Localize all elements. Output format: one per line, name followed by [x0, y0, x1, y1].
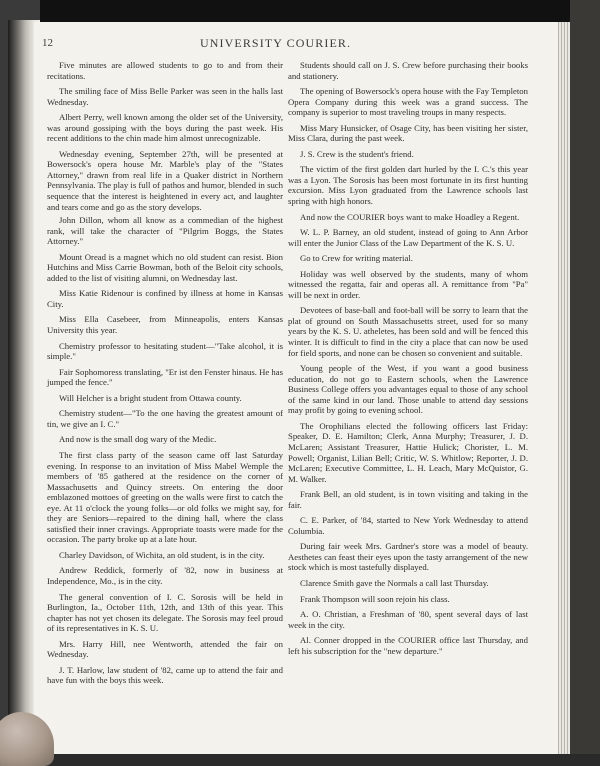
news-item: Miss Katie Ridenour is confined by illness at home in Kansas City.	[47, 288, 283, 309]
news-item: C. E. Parker, of '84, started to New York Wednesday to attend Columbia.	[288, 515, 528, 536]
news-item: A. O. Christian, a Freshman of '80, spent several days of last week in the city.	[288, 609, 528, 630]
news-item: Students should call on J. S. Crew before purchasing their books and stationery.	[288, 60, 528, 81]
news-item: Miss Mary Hunsicker, of Osage City, has been visiting her sister, Miss Clara, during the past week.	[288, 122, 528, 144]
right-column	[288, 60, 528, 661]
news-item: Young people of the West, if you want a good business education, do not go to Eastern schools, when the Lawrence Business College offers you advantages equal to those of any school of the same kind in our land. Those unable to attend day sessions may profit by going to evening school.	[288, 363, 528, 416]
news-item: The first class party of the season came off last Saturday evening. In response to an invitation of Miss Mabel Wemple the members of '85 gathered at the residence on the corner of Massachusetts and Quincy streets. On entering the door emblazoned mottoes of greeting on the walls were first to catch the eye. At 11 o'clock the young folks—or old folks we might say, for they are Seniors—repaired to the dining hall, where the class satisfied their inner cravings. Appropriate toasts were made for the occasion. The party broke up at a late hour.	[47, 449, 283, 545]
left-column	[47, 60, 283, 691]
news-item: Clarence Smith gave the Normals a call last Thursday.	[300, 577, 489, 588]
news-item: J. T. Harlow, law student of '82, came up to attend the fair and have fun with the boys this week.	[47, 664, 283, 686]
news-item: J. S. Crew is the student's friend.	[300, 148, 414, 159]
news-item: Miss Ella Casebeer, from Minneapolis, enters Kansas University this year.	[47, 314, 283, 336]
news-item: Mrs. Harry Hill, nee Wentworth, attended the fair on Wednesday.	[47, 638, 283, 660]
news-item: Frank Bell, an old student, is in town visiting and taking in the fair.	[288, 489, 528, 510]
news-item: Go to Crew for writing material.	[300, 253, 413, 264]
news-item: Chemistry student—"To the one having the greatest amount of tin, we give an I. C."	[47, 408, 283, 429]
news-item: W. L. P. Barney, an old student, instead of going to Ann Arbor will enter the Junior Class of the Law Department of the K. S. U.	[288, 227, 528, 248]
news-item: The smiling face of Miss Belle Parker was seen in the halls last Wednesday.	[47, 86, 283, 107]
news-item: Andrew Reddick, formerly of '82, now in business at Independence, Mo., is in the city.	[47, 565, 283, 586]
page-stack-edge	[556, 22, 570, 754]
news-item: Frank Thompson will soon rejoin his class.	[300, 593, 450, 604]
news-item: Al. Conner dropped in the COURIER office last Thursday, and left his subscription for the "new departure."	[288, 635, 528, 656]
news-item: The victim of the first golden dart hurled by the I. C.'s this year was a Lyon. The Sorosis has been most fortunate in its first hunting excursion. Miss Lyon graduated from the Lawrence schools last spring with high honors.	[288, 164, 528, 207]
news-item: Mount Oread is a magnet which no old student can resist. Bion Hutchins and Miss Carrie Bowman, both of the Beloit city schools, added to the list of visiting alumni, on Wednesday last.	[47, 251, 283, 283]
news-item: Albert Perry, well known among the older set of the University, was around gossiping with the boys during the past week. His recent additions to the chin made him almost unrecognizable.	[47, 112, 283, 144]
news-item: Devotees of base-ball and foot-ball will be sorry to learn that the plat of ground on South Massachusetts street, used for so many years by the K. S. U. atheletes, has been sold and will be fenced this winter. It is difficult to find in the city a place that can now be used for field sports, and none can be chosen so convenient and suitable.	[288, 305, 528, 358]
news-item: Charley Davidson, of Wichita, an old student, is in the city.	[59, 549, 265, 560]
news-item: Chemistry professor to hesitating student—"Take alcohol, it is simple."	[47, 340, 283, 362]
news-item: Wednesday evening, September 27th, will be presented at Bowersock's opera house Mr. Marble's play of the "States Attorney," drawn from real life in a Quaker district in Northern Pennsylvania. The play is full of pathos and humor, blended in such sequence that the interest is heightened in every act, and laughter and tears come and go as the story develops.	[47, 148, 283, 212]
news-item: The opening of Bowersock's opera house with the Fay Templeton Opera Company during this week was a grand success. The company is superior to most traveling troups in many respects.	[288, 86, 528, 118]
running-head: UNIVERSITY COURIER.	[200, 36, 352, 50]
page-number: 12	[42, 37, 53, 49]
news-item: Will Helcher is a bright student from Ottawa county.	[59, 392, 242, 403]
news-item: The general convention of I. C. Sorosis will be held in Burlington, Ia., October 11th, 12th, and 13th of this year. This chapter has not yet chosen its delegate. The Sorosis may feel proud of its representatives in K. S. U.	[47, 591, 283, 634]
news-item: John Dillon, whom all know as a commedian of the highest rank, will take the character of "Pilgrim Boggs, the States Attorney."	[47, 215, 283, 247]
news-item: Fair Sophomoress translating, "Er ist den Fenster hinaus. He has jumped the fence."	[47, 366, 283, 388]
news-item: Holiday was well observed by the students, many of whom witnessed the regatta, fair and operas all. A remittance from "Pa" will be next in order.	[288, 268, 528, 300]
news-item: During fair week Mrs. Gardner's store was a model of beauty. Aesthetes can feast their eyes upon the tasty arrangement of the new stock which is most tastefully displayed.	[288, 541, 528, 573]
scan-background-top	[0, 0, 600, 22]
news-item: Five minutes are allowed students to go to and from their recitations.	[47, 60, 283, 81]
scan-background-right	[570, 0, 600, 754]
news-item: And now is the small dog wary of the Medic.	[59, 434, 217, 445]
news-item: And now the COURIER boys want to make Hoadley a Regent.	[300, 211, 520, 222]
news-item: The Orophilians elected the following officers last Friday: Speaker, D. E. Hamilton; Clerk, Anna Murphy; Treasurer, J. D. McLaren; Assistant Treasurer, Hattie Hulick; Chorister, L. M. Powell; Organist, Lilian Bell; Critic, W. S. Whitlow; Reporter, J. D. McLaren; Executive Committee, L. H. Leach, Mary McQuistor, G. M. Walker.	[288, 420, 528, 484]
